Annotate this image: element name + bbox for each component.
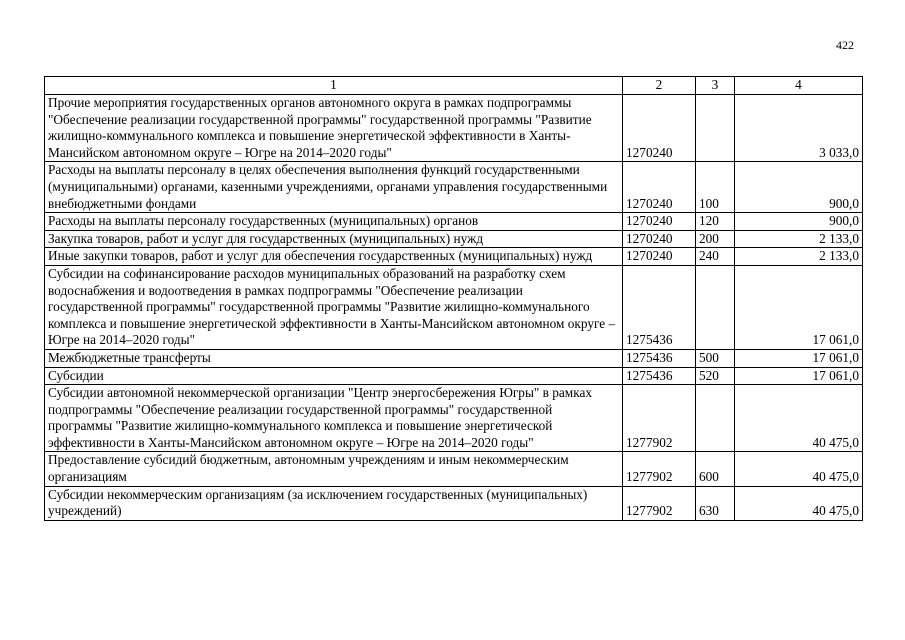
header-cell: 3 — [696, 77, 735, 95]
row-type: 520 — [696, 367, 735, 385]
row-code: 1275436 — [623, 349, 696, 367]
row-name: Субсидии автономной некоммерческой организации "Центр энергосбережения Югры" в рамках подпрограммы "Обеспечение реализации государственной программы" государственной программы "Развитие жилищно-коммунального комплекса и повышение энергетической эффективности в Ханты-Мансийском автономном округе – Югре на 2014–2020 годы" — [45, 385, 623, 452]
row-name: Иные закупки товаров, работ и услуг для обеспечения государственных (муниципальных) нужд — [45, 248, 623, 266]
table-row — [45, 452, 863, 486]
table-row — [45, 265, 863, 349]
row-name: Субсидии некоммерческим организациям (за исключением государственных (муниципальных) учреждений) — [45, 486, 623, 520]
row-name: Субсидии — [45, 367, 623, 385]
row-code: 1270240 — [623, 95, 696, 162]
row-code: 1270240 — [623, 248, 696, 266]
row-sum: 3 033,0 — [735, 95, 863, 162]
row-code: 1277902 — [623, 486, 696, 520]
table-header-row — [45, 77, 863, 95]
header-cell: 2 — [623, 77, 696, 95]
table-row — [45, 213, 863, 231]
table-row — [45, 349, 863, 367]
table-row — [45, 248, 863, 266]
row-type: 240 — [696, 248, 735, 266]
page-number: 422 — [836, 38, 854, 52]
row-name: Предоставление субсидий бюджетным, автономным учреждениям и иным некоммерческим организациям — [45, 452, 623, 486]
row-sum: 900,0 — [735, 213, 863, 231]
row-sum: 40 475,0 — [735, 452, 863, 486]
row-code: 1275436 — [623, 265, 696, 349]
row-name: Прочие мероприятия государственных органов автономного округа в рамках подпрограммы "Обеспечение реализации государственной программы" государственной программы "Развитие жилищно-коммунального комплекса и повышение энергетической эффективности в Ханты-Мансийском автономном округе – Югре на 2014–2020 годы" — [45, 95, 623, 162]
row-code: 1270240 — [623, 230, 696, 248]
table-row — [45, 367, 863, 385]
row-type — [696, 265, 735, 349]
row-type: 600 — [696, 452, 735, 486]
row-name: Расходы на выплаты персоналу в целях обеспечения выполнения функций государственными (муниципальными) органами, казенными учреждениями, органами управления государственными внебюджетными фондами — [45, 162, 623, 213]
row-code: 1270240 — [623, 162, 696, 213]
row-sum: 40 475,0 — [735, 385, 863, 452]
row-name: Закупка товаров, работ и услуг для государственных (муниципальных) нужд — [45, 230, 623, 248]
row-code: 1277902 — [623, 452, 696, 486]
header-cell: 1 — [45, 77, 623, 95]
row-sum: 17 061,0 — [735, 265, 863, 349]
row-name: Расходы на выплаты персоналу государственных (муниципальных) органов — [45, 213, 623, 231]
row-sum: 2 133,0 — [735, 248, 863, 266]
row-code: 1275436 — [623, 367, 696, 385]
table-row — [45, 95, 863, 162]
row-sum: 17 061,0 — [735, 349, 863, 367]
header-cell: 4 — [735, 77, 863, 95]
row-type — [696, 385, 735, 452]
row-code: 1270240 — [623, 213, 696, 231]
row-sum: 17 061,0 — [735, 367, 863, 385]
table-row — [45, 486, 863, 520]
row-sum: 900,0 — [735, 162, 863, 213]
row-type — [696, 95, 735, 162]
budget-table — [44, 76, 863, 521]
row-sum: 40 475,0 — [735, 486, 863, 520]
row-type: 200 — [696, 230, 735, 248]
row-type: 630 — [696, 486, 735, 520]
row-type: 500 — [696, 349, 735, 367]
row-type: 120 — [696, 213, 735, 231]
row-code: 1277902 — [623, 385, 696, 452]
table-row — [45, 162, 863, 213]
row-type: 100 — [696, 162, 735, 213]
table-row — [45, 230, 863, 248]
table-row — [45, 385, 863, 452]
row-name: Межбюджетные трансферты — [45, 349, 623, 367]
row-name: Субсидии на софинансирование расходов муниципальных образований на разработку схем водоснабжения и водоотведения в рамках подпрограммы "Обеспечение реализации государственной программы" государственной программы "Развитие жилищно-коммунального комплекса и повышение энергетической эффективности в Ханты-Мансийском автономном округе – Югре на 2014–2020 годы" — [45, 265, 623, 349]
row-sum: 2 133,0 — [735, 230, 863, 248]
